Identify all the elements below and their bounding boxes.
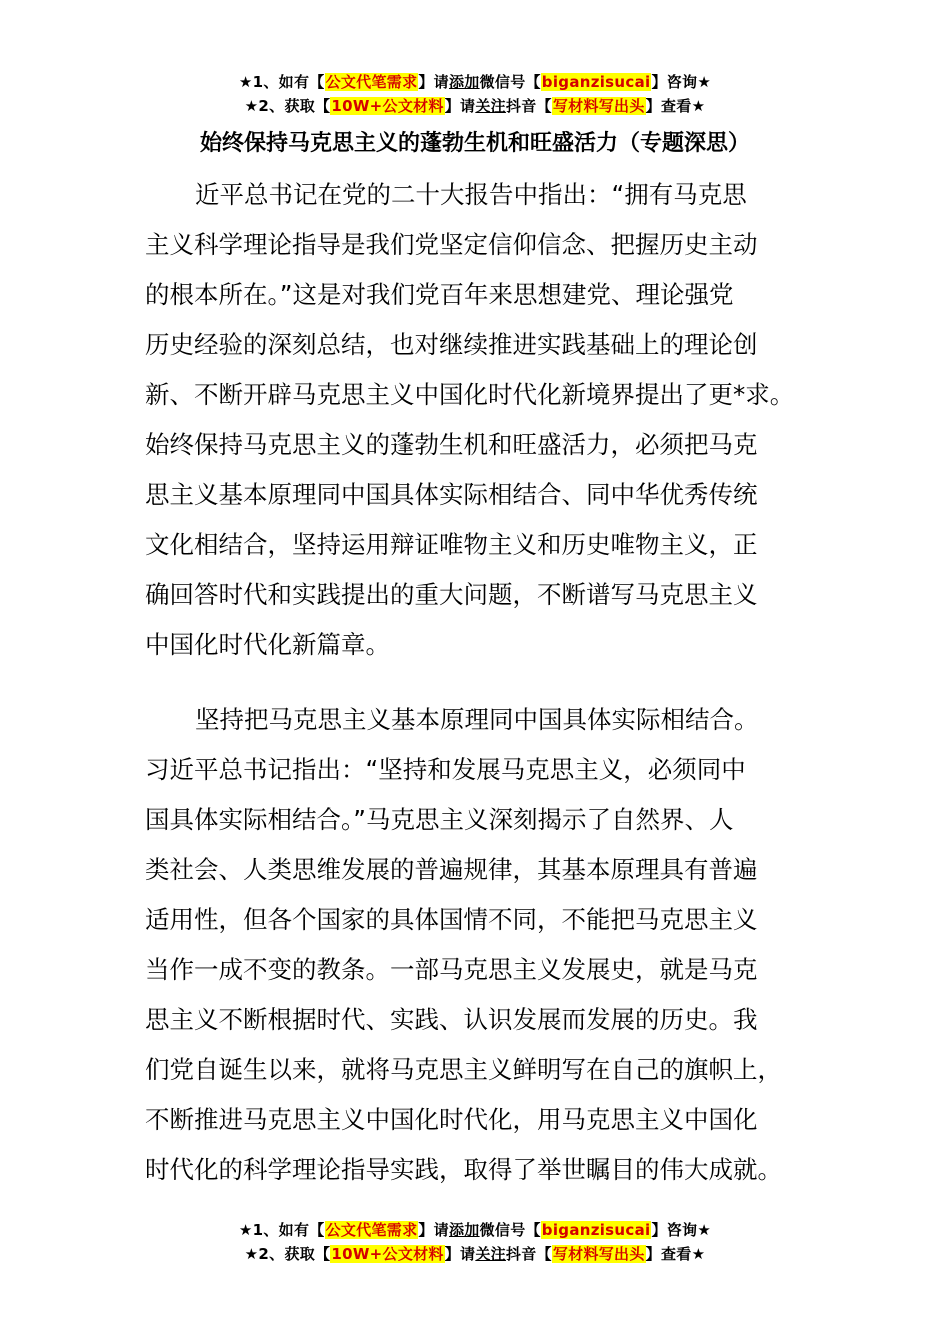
text-line: 不断推进马克思主义中国化时代化，用马克思主义中国化 xyxy=(145,1105,758,1134)
text-line: 新、不断开辟马克思主义中国化时代化新境界提出了更*求。 xyxy=(145,380,795,409)
text-line: 类社会、人类思维发展的普遍规律，其基本原理具有普遍 xyxy=(145,855,758,884)
banner-underline: 添加 xyxy=(448,1221,480,1239)
banner-text: 】咨询★ xyxy=(651,73,712,91)
banner-text: 】请 xyxy=(418,1221,449,1239)
banner-text: ★2、获取【 xyxy=(244,97,331,115)
footer-banner xyxy=(0,1218,950,1266)
text-line: 思主义不断根据时代、实践、认识发展而发展的历史。我 xyxy=(145,1005,758,1034)
banner-underline: 关注 xyxy=(475,1245,506,1263)
text-line: 近平总书记在党的二十大报告中指出：“拥有马克思 xyxy=(195,180,747,209)
text-line: 文化相结合，坚持运用辩证唯物主义和历史唯物主义，正 xyxy=(145,530,758,559)
banner-highlight-materials: 10W+公文材料 xyxy=(331,1245,444,1263)
banner-text: 】查看★ xyxy=(645,1245,706,1263)
text-line: 国具体实际相结合。”马克思主义深刻揭示了自然界、人 xyxy=(145,805,734,834)
banner-line-1 xyxy=(0,70,950,94)
banner-text: 】请 xyxy=(444,1245,476,1263)
text-line: 确回答时代和实践提出的重大问题，不断谱写马克思主义 xyxy=(145,580,758,609)
text-line: 中国化时代化新篇章。 xyxy=(145,630,390,659)
banner-text: ★1、如有【 xyxy=(238,1221,325,1239)
text-line: 历史经验的深刻总结，也对继续推进实践基础上的理论创 xyxy=(145,330,758,359)
banner-line-1 xyxy=(0,1218,950,1242)
banner-text: 抖音【 xyxy=(505,97,552,115)
banner-highlight-service: 公文代笔需求 xyxy=(325,1221,418,1239)
banner-text: 】请 xyxy=(444,97,476,115)
banner-line-2 xyxy=(0,94,950,118)
banner-highlight-service: 公文代笔需求 xyxy=(325,73,418,91)
banner-text: 】咨询★ xyxy=(651,1221,712,1239)
text-line: 当作一成不变的教条。一部马克思主义发展史，就是马克 xyxy=(145,955,758,984)
document-title: 始终保持马克思主义的蓬勃生机和旺盛活力（专题深思） xyxy=(199,131,750,156)
banner-underline: 添加 xyxy=(448,73,480,91)
paragraph-2 xyxy=(145,695,815,1195)
banner-text: ★1、如有【 xyxy=(238,73,325,91)
text-line: 的根本所在。”这是对我们党百年来思想建党、理论强党 xyxy=(145,280,734,309)
banner-text: 】查看★ xyxy=(645,97,706,115)
text-line: 思主义基本原理同中国具体实际相结合、同中华优秀传统 xyxy=(145,480,758,509)
text-line: 习近平总书记指出：“坚持和发展马克思主义，必须同中 xyxy=(145,755,746,784)
banner-highlight-materials: 10W+公文材料 xyxy=(331,97,444,115)
banner-highlight-douyin: 写材料写出头 xyxy=(552,97,645,115)
text-line: 时代化的科学理论指导实践，取得了举世瞩目的伟大成就。 xyxy=(145,1155,782,1184)
banner-text: 微信号【 xyxy=(479,73,541,91)
banner-highlight-wechat-id: biganzisucai xyxy=(541,1221,651,1239)
banner-highlight-douyin: 写材料写出头 xyxy=(552,1245,645,1263)
banner-text: 抖音【 xyxy=(505,1245,552,1263)
text-line: 始终保持马克思主义的蓬勃生机和旺盛活力，必须把马克 xyxy=(145,430,758,459)
text-line: 适用性，但各个国家的具体国情不同，不能把马克思主义 xyxy=(145,905,758,934)
text-line: 们党自诞生以来，就将马克思主义鲜明写在自己的旗帜上， xyxy=(145,1055,782,1084)
banner-line-2 xyxy=(0,1242,950,1266)
banner-highlight-wechat-id: biganzisucai xyxy=(541,73,651,91)
header-banner xyxy=(0,70,950,118)
paragraph-1 xyxy=(145,170,815,670)
banner-text: ★2、获取【 xyxy=(244,1245,331,1263)
banner-text: 】请 xyxy=(418,73,449,91)
text-line: 坚持把马克思主义基本原理同中国具体实际相结合。 xyxy=(195,705,759,734)
banner-underline: 关注 xyxy=(475,97,506,115)
text-line: 主义科学理论指导是我们党坚定信仰信念、把握历史主动 xyxy=(145,230,758,259)
banner-text: 微信号【 xyxy=(479,1221,541,1239)
